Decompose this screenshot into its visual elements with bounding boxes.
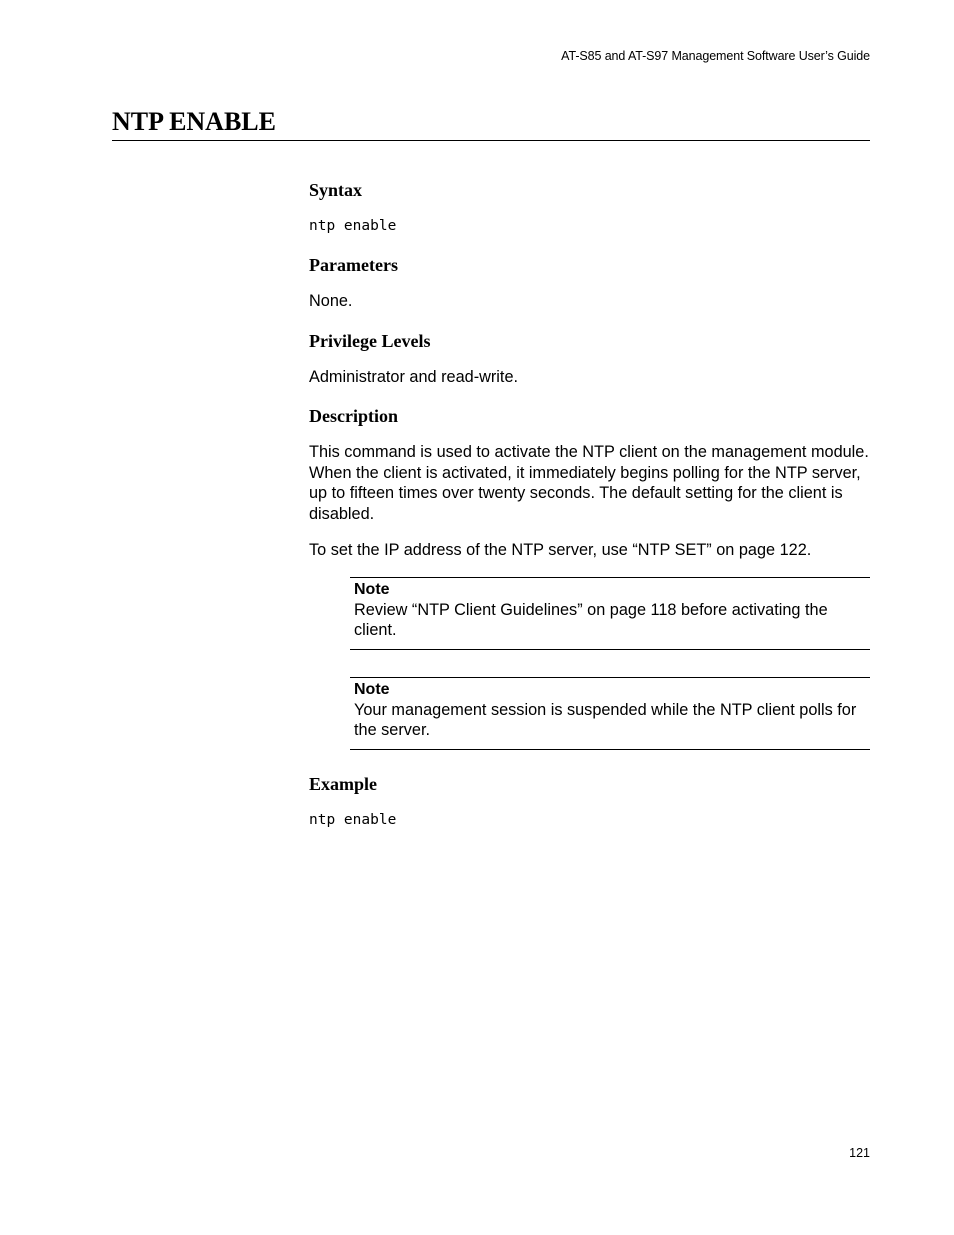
example-code: ntp enable: [309, 811, 397, 828]
syntax-heading: Syntax: [309, 180, 363, 200]
note-text: Review “NTP Client Guidelines” on page 118 before activating the client.: [354, 600, 828, 639]
description-paragraph-ntp-set: To set the IP address of the NTP server, use “NTP SET” on page 122.: [309, 541, 812, 559]
running-header: AT-S85 and AT-S97 Management Software User’s Guide: [561, 49, 870, 63]
privilege-levels-heading: Privilege Levels: [309, 330, 431, 351]
title-rule: [112, 140, 870, 141]
description-heading: Description: [309, 406, 398, 426]
page-title: NTP ENABLE: [112, 107, 276, 136]
parameters-text: None.: [309, 292, 353, 310]
parameters-heading: Parameters: [309, 255, 398, 275]
content-body: [309, 178, 870, 830]
note-text: Your management session is suspended while the NTP client polls for the server.: [354, 700, 857, 739]
note-box: [350, 577, 870, 650]
privilege-levels-text: Administrator and read-write.: [309, 367, 519, 386]
example-heading: Example: [309, 773, 378, 794]
note-label: Note: [354, 680, 390, 698]
page-number: 121: [849, 1146, 870, 1160]
description-paragraph: This command is used to activate the NTP client on the management module. When the client is activated, it immediately begins polling for the NTP server, up to fifteen times over twenty seconds. The default setting for the client is disabled.: [309, 443, 869, 523]
syntax-code: ntp enable: [309, 218, 397, 234]
note-box: [350, 677, 870, 750]
note-label: Note: [354, 580, 390, 598]
